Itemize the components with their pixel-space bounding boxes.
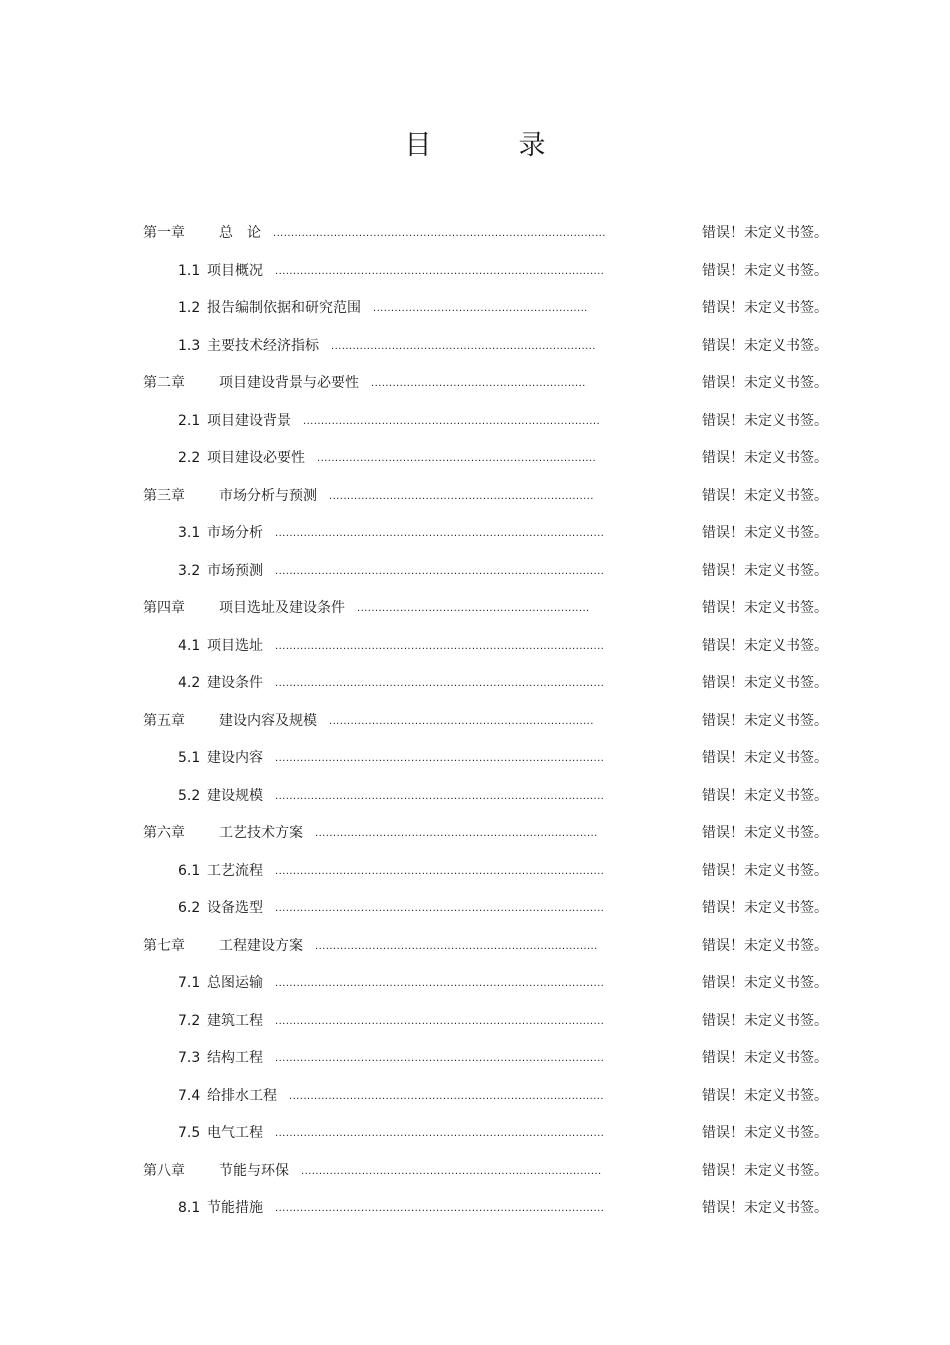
toc-page-ref: 错误！未定义书签。 [702,1125,828,1141]
toc-entry-label: 主要技术经济指标 [207,338,319,354]
toc-page-ref: 错误！未定义书签。 [702,863,828,879]
toc-leader-dots: ................................................................. [357,603,590,614]
toc-entry-number: 6.1 [178,863,201,879]
toc-entry-number: 7.4 [178,1088,201,1104]
toc-entry-number: 7.3 [178,1050,201,1066]
toc-page-ref: 错误！未定义书签。 [702,675,828,691]
toc-entry-label: 项目选址 [207,638,263,654]
toc-leader-dots: .......................................................................... [329,491,594,502]
toc-page-ref: 错误！未定义书签。 [702,525,828,541]
toc-entry-number: 8.1 [178,1200,201,1216]
toc-entry-label: 节能与环保 [219,1163,289,1179]
toc-leader-dots: ............................................................ [373,303,588,314]
toc-page-ref: 错误！未定义书签。 [702,1163,828,1179]
toc-entry-label: 市场预测 [207,563,263,579]
toc-page-ref: 错误！未定义书签。 [702,788,828,804]
toc-page-ref: 错误！未定义书签。 [702,750,828,766]
toc-page-ref: 错误！未定义书签。 [702,563,828,579]
page-title: 目 录 [404,130,576,161]
toc-page-ref: 错误！未定义书签。 [702,300,828,316]
toc-entry-label: 项目概况 [207,263,263,279]
toc-entry-number: 4.1 [178,638,201,654]
toc-chapter-row[interactable] [0,597,950,619]
toc-section-row[interactable] [0,1197,950,1219]
toc-section-row[interactable] [0,1085,950,1107]
toc-page-ref: 错误！未定义书签。 [702,1013,828,1029]
toc-chapter-row[interactable] [0,710,950,732]
toc-page-ref: 错误！未定义书签。 [702,225,828,241]
toc-page-ref: 错误！未定义书签。 [702,450,828,466]
toc-entry-label: 结构工程 [207,1050,263,1066]
toc-entry-number: 7.1 [178,975,201,991]
toc-leader-dots: ............................................................................... [315,828,598,839]
toc-entry-label: 市场分析与预测 [219,488,317,504]
toc-entry-label: 给排水工程 [207,1088,277,1104]
toc-leader-dots: ............................................................................................ [275,1016,605,1027]
toc-entry-number: 第二章 [143,375,185,391]
toc-entry-number: 2.1 [178,413,201,429]
toc-leader-dots: ............................................................................................ [275,978,605,989]
toc-section-row[interactable] [0,1010,950,1032]
toc-entry-number: 6.2 [178,900,201,916]
toc-page-ref: 错误！未定义书签。 [702,713,828,729]
toc-entry-number: 7.5 [178,1125,201,1141]
toc-leader-dots: ........................................................................................ [289,1091,604,1102]
toc-entry-label: 节能措施 [207,1200,263,1216]
toc-leader-dots: ............................................................................................ [275,528,605,539]
toc-page-ref: 错误！未定义书签。 [702,900,828,916]
toc-entry-label: 项目选址及建设条件 [219,600,345,616]
toc-section-row[interactable] [0,335,950,357]
toc-entry-number: 1.1 [178,263,201,279]
toc-chapter-row[interactable] [0,222,950,244]
toc-entry-number: 1.3 [178,338,201,354]
toc-chapter-row[interactable] [0,822,950,844]
toc-entry-label: 报告编制依据和研究范围 [207,300,361,316]
toc-leader-dots: .............................................................................. [317,453,597,464]
toc-page-ref: 错误！未定义书签。 [702,338,828,354]
toc-page-ref: 错误！未定义书签。 [702,638,828,654]
toc-entry-label: 市场分析 [207,525,263,541]
toc-entry-label: 设备选型 [207,900,263,916]
toc-leader-dots: ............................................................................................ [275,1053,605,1064]
toc-entry-label: 工艺技术方案 [219,825,303,841]
toc-entry-label: 工艺流程 [207,863,263,879]
toc-entry-number: 第一章 [143,225,185,241]
toc-section-row[interactable] [0,747,950,769]
toc-entry-label: 建设内容 [207,750,263,766]
toc-leader-dots: ............................................................................................ [275,1203,605,1214]
toc-entry-number: 5.1 [178,750,201,766]
toc-section-row[interactable] [0,972,950,994]
toc-page-ref: 错误！未定义书签。 [702,975,828,991]
toc-entry-number: 1.2 [178,300,201,316]
toc-entry-label: 电气工程 [207,1125,263,1141]
toc-leader-dots: ............................................................................................ [275,753,605,764]
toc-leader-dots: ............................................................................................ [275,866,605,877]
toc-leader-dots: ............................................................................................. [273,228,606,239]
toc-section-row[interactable] [0,672,950,694]
toc-entry-label: 工程建设方案 [219,938,303,954]
toc-page-ref: 错误！未定义书签。 [702,825,828,841]
toc-page-ref: 错误！未定义书签。 [702,1050,828,1066]
toc-page-ref: 错误！未定义书签。 [702,263,828,279]
toc-section-row[interactable] [0,1047,950,1069]
toc-page-ref: 错误！未定义书签。 [702,488,828,504]
toc-entry-label: 建设条件 [207,675,263,691]
toc-section-row[interactable] [0,410,950,432]
toc-entry-number: 7.2 [178,1013,201,1029]
toc-section-row[interactable] [0,1122,950,1144]
toc-page-ref: 错误！未定义书签。 [702,1088,828,1104]
toc-entry-number: 2.2 [178,450,201,466]
toc-section-row[interactable] [0,897,950,919]
toc-entry-number: 第五章 [143,713,185,729]
toc-section-row[interactable] [0,785,950,807]
toc-entry-number: 3.1 [178,525,201,541]
toc-entry-label: 项目建设必要性 [207,450,305,466]
toc-section-row[interactable] [0,635,950,657]
toc-entry-label: 项目建设背景 [207,413,291,429]
toc-leader-dots: .......................................................................... [331,341,596,352]
toc-entry-label: 总 论 [219,225,261,241]
toc-entry-label: 项目建设背景与必要性 [219,375,359,391]
toc-section-row[interactable] [0,447,950,469]
toc-page-ref: 错误！未定义书签。 [702,375,828,391]
toc-entry-label: 总图运输 [207,975,263,991]
toc-entry-number: 5.2 [178,788,201,804]
toc-chapter-row[interactable] [0,1160,950,1182]
toc-section-row[interactable] [0,560,950,582]
toc-leader-dots: ............................................................................................ [275,791,605,802]
toc-section-row[interactable] [0,260,950,282]
toc-section-row[interactable] [0,522,950,544]
toc-entry-label: 建设规模 [207,788,263,804]
toc-entry-label: 建设内容及规模 [219,713,317,729]
toc-section-row[interactable] [0,860,950,882]
toc-leader-dots: ............................................................ [371,378,586,389]
toc-chapter-row[interactable] [0,372,950,394]
toc-entry-number: 第七章 [143,938,185,954]
toc-page-ref: 错误！未定义书签。 [702,413,828,429]
toc-chapter-row[interactable] [0,485,950,507]
toc-section-row[interactable] [0,297,950,319]
toc-entry-number: 第八章 [143,1163,185,1179]
toc-entry-number: 4.2 [178,675,201,691]
toc-leader-dots: ................................................................................... [303,416,601,427]
toc-leader-dots: ............................................................................................ [275,266,605,277]
toc-page-ref: 错误！未定义书签。 [702,1200,828,1216]
toc-chapter-row[interactable] [0,935,950,957]
toc-leader-dots: ............................................................................... [315,941,598,952]
toc-leader-dots: ............................................................................................ [275,1128,605,1139]
toc-leader-dots: ............................................................................................ [275,903,605,914]
toc-entry-number: 第三章 [143,488,185,504]
toc-entry-label: 建筑工程 [207,1013,263,1029]
toc-page-ref: 错误！未定义书签。 [702,938,828,954]
toc-leader-dots: ............................................................................................ [275,678,605,689]
toc-leader-dots: ............................................................................................ [275,566,605,577]
toc-entry-number: 3.2 [178,563,201,579]
toc-leader-dots: .......................................................................... [329,716,594,727]
toc-entry-number: 第六章 [143,825,185,841]
toc-leader-dots: ............................................................................................ [275,641,605,652]
toc-page-ref: 错误！未定义书签。 [702,600,828,616]
toc-entry-number: 第四章 [143,600,185,616]
toc-leader-dots: .................................................................................... [301,1166,602,1177]
